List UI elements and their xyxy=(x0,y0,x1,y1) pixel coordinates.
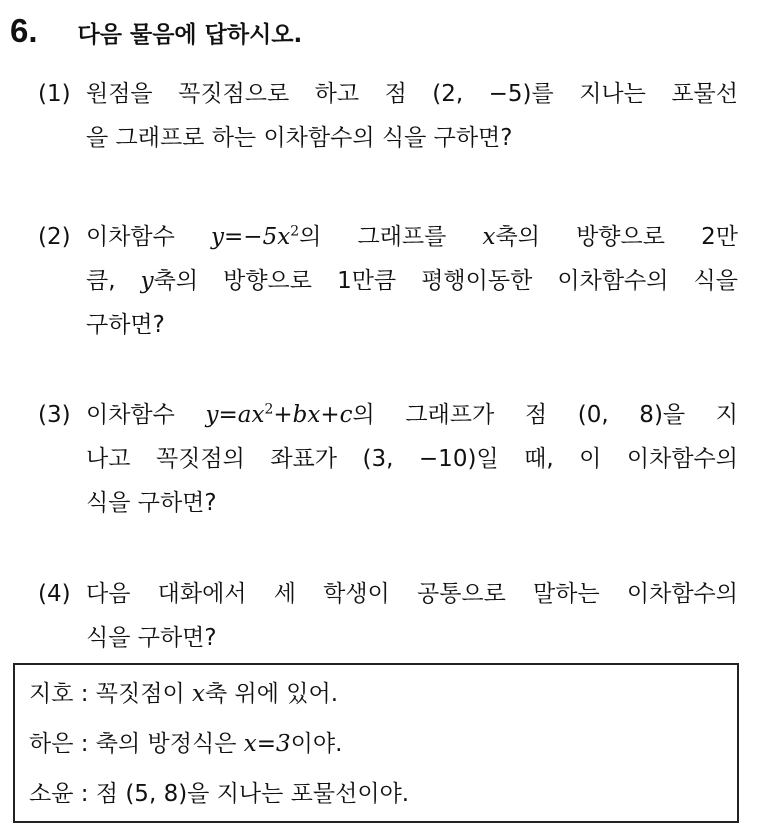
problem-2-text-2b: 축의 방향으로 1만큼 평행이동한 이차함수의 식을 xyxy=(153,268,738,294)
problem-2 xyxy=(38,215,738,347)
problem-2-var-y: y xyxy=(140,268,154,294)
problem-2-exponent: 2 xyxy=(290,223,300,240)
problem-4-label: (4) xyxy=(38,581,71,607)
problem-1-line-1 xyxy=(38,72,738,116)
dialog-var-x: x xyxy=(192,681,205,707)
problem-3-line-1 xyxy=(38,393,738,437)
problem-2-equation: y=−5x xyxy=(211,224,291,250)
problem-3 xyxy=(38,393,738,525)
problem-2-line-1 xyxy=(38,215,738,259)
dialog-line-1a: 지호 : 꼭짓점이 xyxy=(29,681,192,707)
problem-3-text-1 xyxy=(86,393,738,437)
problem-2-text-1 xyxy=(86,215,738,259)
problem-4 xyxy=(38,572,738,660)
problem-2-text-2 xyxy=(86,259,738,303)
problem-2-text-2a: 큼, xyxy=(86,268,141,294)
problem-3-exponent: 2 xyxy=(264,401,274,418)
problem-1-text-1: 원점을 꼭짓점으로 하고 점 (2, −5)를 지나는 포물선 xyxy=(86,81,738,107)
problem-3-line-3: 식을 구하면? xyxy=(86,490,217,516)
dialog-line-2a: 하은 : 축의 방정식은 xyxy=(29,731,244,757)
problem-4-line-1 xyxy=(38,572,738,616)
problem-2-line-3: 구하면? xyxy=(86,312,165,338)
problem-3-text-1b: 의 그래프가 점 (0, 8)을 지 xyxy=(352,402,738,428)
problem-2-line-2 xyxy=(38,259,738,303)
problem-4-line-2: 식을 구하면? xyxy=(86,625,217,651)
problem-2-label: (2) xyxy=(38,224,71,250)
dialog-line-haeun xyxy=(29,719,737,769)
question-heading xyxy=(10,12,302,52)
problem-2-text-1a: 이차함수 xyxy=(86,224,212,250)
problem-2-text-1c: 축의 방향으로 2만 xyxy=(495,224,738,250)
dialog-line-jiho xyxy=(29,669,737,719)
problem-1 xyxy=(38,72,738,160)
problem-3-text-1a: 이차함수 xyxy=(86,402,206,428)
problem-3-equation-2: +bx+c xyxy=(273,402,353,428)
dialog-box xyxy=(13,663,739,823)
dialog-line-1b: 축 위에 있어. xyxy=(204,681,339,707)
question-title: 다음 물음에 답하시오. xyxy=(77,22,303,48)
dialog-line-2b: 이야. xyxy=(290,731,343,757)
problem-2-text-1b: 의 그래프를 xyxy=(299,224,483,250)
problem-3-equation-1: y=ax xyxy=(205,402,265,428)
problem-2-var-x: x xyxy=(482,224,496,250)
problem-4-text-1: 다음 대화에서 세 학생이 공통으로 말하는 이차함수의 xyxy=(86,581,738,607)
question-number: 6. xyxy=(10,12,38,49)
dialog-line-soyun: 소윤 : 점 (5, 8)을 지나는 포물선이야. xyxy=(29,781,410,807)
problem-3-text-2: 나고 꼭짓점의 좌표가 (3, −10)일 때, 이 이차함수의 xyxy=(86,446,738,472)
problem-3-line-2 xyxy=(38,437,738,481)
dialog-equation: x=3 xyxy=(243,731,291,757)
problem-1-line-2: 을 그래프로 하는 이차함수의 식을 구하면? xyxy=(86,125,513,151)
problem-1-label: (1) xyxy=(38,81,71,107)
problem-3-label: (3) xyxy=(38,402,71,428)
